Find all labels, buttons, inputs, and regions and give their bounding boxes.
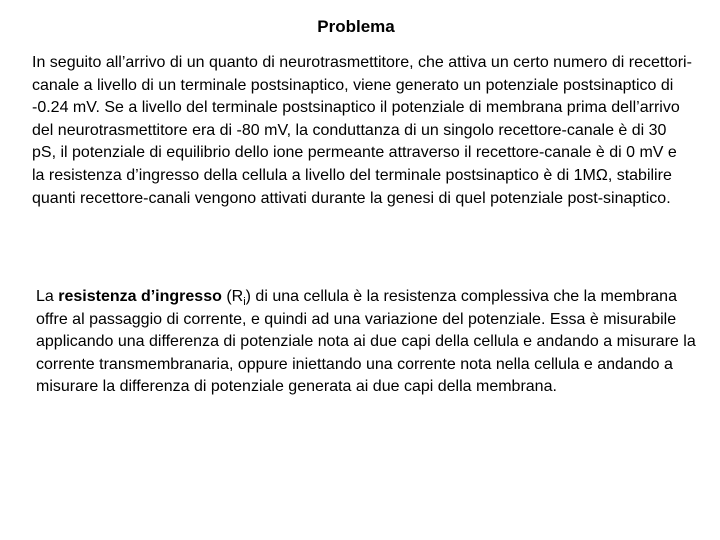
page-title: Problema [317, 17, 395, 36]
definition-body: di una cellula è la resistenza complessiva che la membrana offre al passaggio di corrente, e quindi ad una variazione del potenziale. Essa è misurabile applicando una differenza di potenziale nota ai due capi della cellula e andando a misurare la corrente transmembranaria, oppure iniettando una corrente nota nella cellula e andando a misurare la differenza di potenziale generata ai due capi della membrana. [36, 288, 696, 396]
definition-symbol-sub: i [243, 296, 246, 309]
definition-intro: La [36, 288, 59, 305]
problem-statement: In seguito all’arrivo di un quanto di neurotrasmettitore, che attiva un certo numero di recettori-canale a livello di un terminale postsinaptico, viene generato un potenziale postsinaptico di -0.24 mV. Se a livello del terminale postsinaptico il potenziale di membrana prima dell’arrivo del neurotrasmettitore era di -80 mV, la conduttanza di un singolo recettore-canale è di 30 pS, il potenziale di equilibrio dello ione permeante attraverso il recettore-canale è di 0 mV e la resistenza d’ingresso della cellula a livello del terminale postsinaptico è di 1MΩ, stabilire quanti recettore-canali vengono attivati durante la genesi di quel potenziale post-sinaptico. [32, 54, 692, 207]
definition-paragraph [36, 286, 696, 399]
definition-symbol-open: (R [221, 288, 244, 305]
definition-symbol-close: ) [245, 288, 251, 305]
definition-term: resistenza d’ingresso [58, 288, 222, 305]
